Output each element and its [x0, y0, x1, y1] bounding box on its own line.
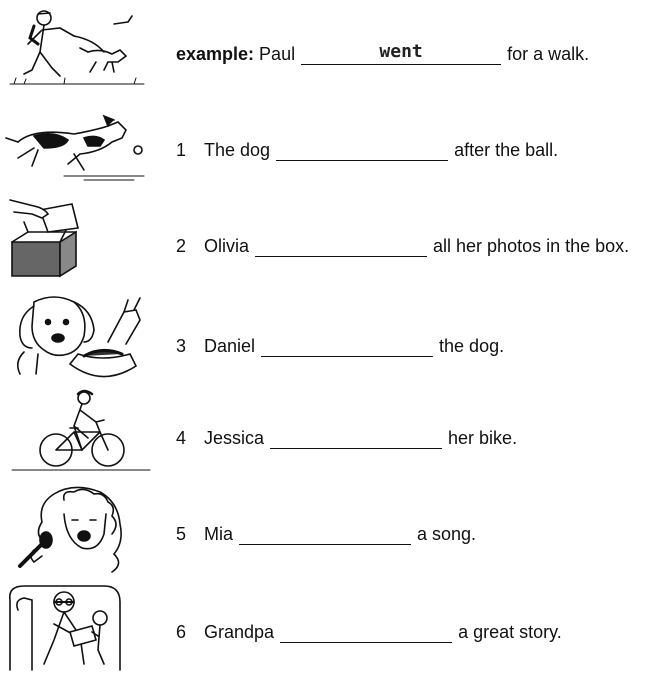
- item-1-number: 1: [176, 140, 187, 160]
- example-answer: went: [379, 41, 423, 62]
- example-row: [0, 4, 663, 100]
- exercise-row-2: [0, 196, 663, 292]
- item-4-number: 4: [176, 428, 187, 448]
- example-rest: for a walk.: [507, 44, 590, 64]
- item-3-answer-blank[interactable]: [261, 336, 433, 357]
- item-6-answer-blank[interactable]: [280, 622, 452, 643]
- item-3-sentence: [176, 336, 504, 357]
- item-4-subject: Jessica: [204, 428, 265, 448]
- item-2-subject: Olivia: [204, 236, 250, 256]
- man-walking-dog-illustration: [4, 4, 154, 96]
- exercise-row-1: [0, 100, 663, 196]
- item-5-number: 5: [176, 524, 187, 544]
- example-sentence: [176, 41, 590, 65]
- item-4-sentence: [176, 428, 517, 449]
- item-2-answer-blank[interactable]: [255, 236, 427, 257]
- item-6-subject: Grandpa: [204, 622, 275, 642]
- dog-running-after-ball-illustration: [4, 100, 154, 192]
- item-6-sentence: [176, 622, 562, 643]
- exercise-row-6: [0, 580, 663, 676]
- exercise-row-3: [0, 292, 663, 388]
- feeding-dog-bowl-illustration: [4, 292, 154, 384]
- item-1-subject: The dog: [204, 140, 271, 160]
- girl-riding-bike-illustration: [4, 388, 154, 480]
- example-subject: Paul: [259, 44, 296, 64]
- item-5-answer-blank[interactable]: [239, 524, 411, 545]
- item-5-sentence: [176, 524, 476, 545]
- item-5-subject: Mia: [204, 524, 234, 544]
- example-blank: [301, 41, 501, 65]
- item-1-sentence: [176, 140, 558, 161]
- item-6-rest: a great story.: [458, 622, 562, 642]
- item-1-answer-blank[interactable]: [276, 140, 448, 161]
- item-4-rest: her bike.: [448, 428, 518, 448]
- item-4-answer-blank[interactable]: [270, 428, 442, 449]
- item-2-sentence: [176, 236, 629, 257]
- grandpa-reading-to-child-illustration: [4, 580, 154, 672]
- item-3-subject: Daniel: [204, 336, 256, 356]
- exercise-row-5: [0, 484, 663, 580]
- exercise-row-4: [0, 388, 663, 484]
- example-label: example:: [176, 44, 255, 64]
- girl-singing-microphone-illustration: [4, 484, 154, 576]
- hand-putting-photo-in-box-illustration: [4, 196, 154, 288]
- item-3-rest: the dog.: [439, 336, 505, 356]
- item-5-rest: a song.: [417, 524, 477, 544]
- item-2-rest: all her photos in the box.: [433, 236, 630, 256]
- item-3-number: 3: [176, 336, 187, 356]
- item-2-number: 2: [176, 236, 187, 256]
- item-6-number: 6: [176, 622, 187, 642]
- item-1-rest: after the ball.: [454, 140, 559, 160]
